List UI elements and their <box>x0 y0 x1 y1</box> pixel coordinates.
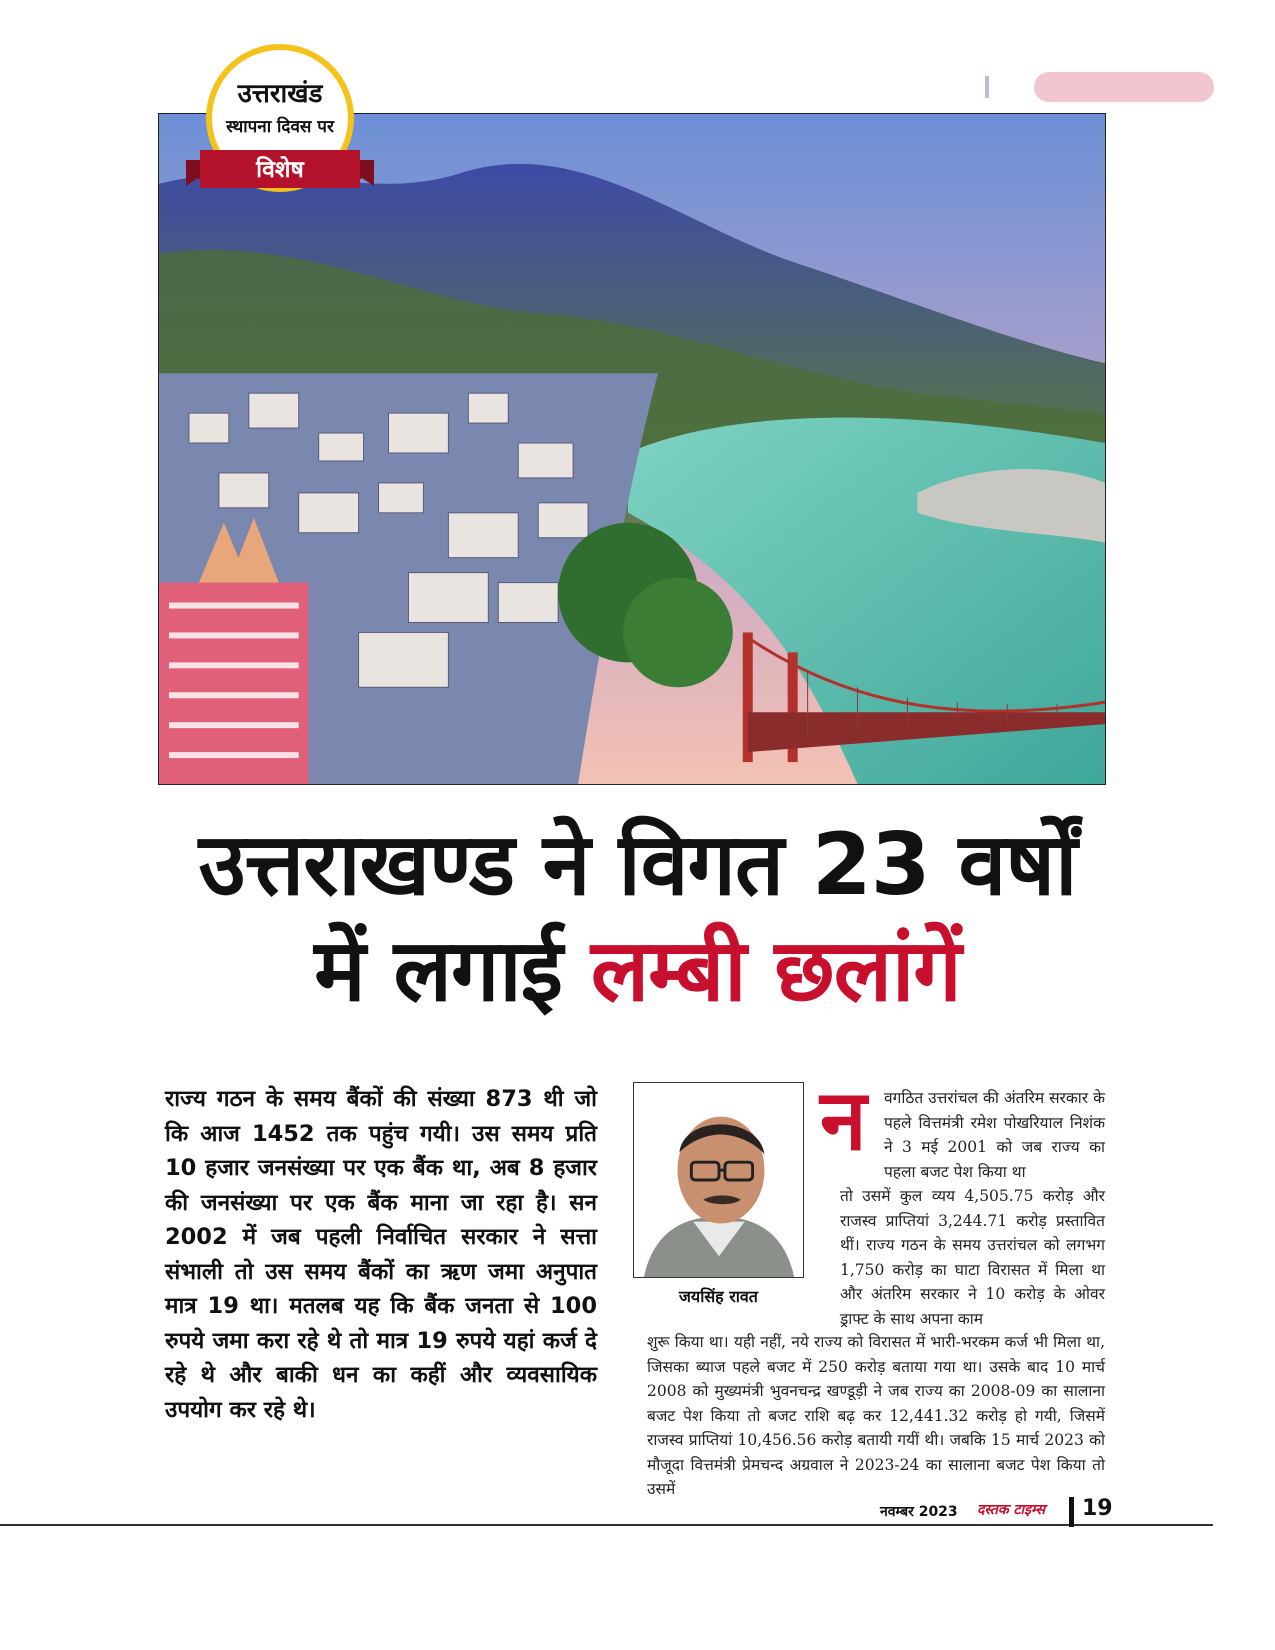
top-tick-mark <box>985 76 989 98</box>
top-right-pill <box>1034 72 1214 102</box>
article-headline <box>150 812 1125 1024</box>
headline-line-2-red: लम्बी छलांगें <box>590 921 961 1021</box>
footer-magazine-brand: दस्तक टाइम्स <box>977 1502 1046 1518</box>
article-intro-rest: तो उसमें कुल व्यय 4,505.75 करोड़ और राजस्व प्राप्तियां 3,244.71 करोड़ प्रस्तावित थीं। राज्य गठन के समय उत्तरांचल को लगभग 1,750 करोड़ का घाटा विरासत में मिला था और अंतरिम सरकार ने 10 करोड़ के ओवर ड्राफ्ट के साथ अपना काम <box>840 1187 1105 1328</box>
drop-cap: न <box>820 1071 867 1169</box>
lead-paragraph: राज्य गठन के समय बैंकों की संख्या 873 थी जो कि आज 1452 तक पहुंच गयी। उस समय प्रति 10 हजार जनसंख्या पर एक बैंक था, अब 8 हजार की जनसंख्या पर एक बैंक माना जा रहा है। सन 2002 में जब पहली निर्वाचित सरकार ने सत्ता संभाली तो उस समय बैंकों का ऋण जमा अनुपात मात्र 19 था। मतलब यह कि बैंक जनता से 100 रुपये जमा करा रहे थे तो मात्र 19 रुपये यहां कर्ज दे रहे थे और बाकी धन का कहीं और व्यवसायिक उपयोग कर रहे थे। <box>165 1086 597 1423</box>
headline-line-2-black: में लगाई <box>314 921 591 1021</box>
article-column-narrow <box>840 1086 1105 1331</box>
page-number: 19 <box>1082 1496 1113 1521</box>
badge-subtitle: स्थापना दिवस पर <box>226 117 334 137</box>
author-name: जयसिंह रावत <box>679 1287 758 1306</box>
article-intro-indented: वगठित उत्तरांचल की अंतरिम सरकार के पहले वित्तमंत्री रमेश पोखरियाल निशंक ने 3 मई 2001 को जब राज्य का पहला बजट पेश किया था <box>884 1089 1105 1181</box>
author-photo <box>633 1082 804 1278</box>
special-edition-badge <box>206 44 366 204</box>
landscape-illustration <box>159 114 1105 784</box>
article-column-wide: शुरू किया था। यही नहीं, नये राज्य को विरासत में भारी-भरकम कर्ज भी मिला था, जिसका ब्याज पहले बजट में 250 करोड़ बताया गया था। उसके बाद 10 मार्च 2008 को मुख्यमंत्री भुवनचन्द्र खण्डूड़ी ने जब राज्य का 2008-09 का सालाना बजट पेश किया तो बजट राशि बढ़ कर 12,441.32 करोड़ हो गयी, जिसमें राजस्व प्राप्तियां 10,456.56 करोड़ बतायी गयीं थी। जबकि 15 मार्च 2023 को मौजूदा वित्तमंत्री प्रेमचन्द अग्रवाल ने 2023-24 का सालाना बजट पेश किया तो उसमें <box>647 1333 1105 1498</box>
badge-title: उत्तराखंड <box>237 79 323 109</box>
headline-line-1: उत्तराखण्ड ने विगत 23 वर्षों <box>198 815 1077 915</box>
author-portrait-illustration <box>634 1083 803 1277</box>
headline-line-2 <box>150 918 1125 1024</box>
footer-divider-bar <box>1069 1497 1074 1527</box>
badge-ribbon-label: विशेष <box>256 157 304 183</box>
footer-issue-month: नवम्बर 2023 <box>880 1504 958 1520</box>
rishikesh-photo <box>158 113 1106 785</box>
footer-rule <box>0 1524 1213 1526</box>
